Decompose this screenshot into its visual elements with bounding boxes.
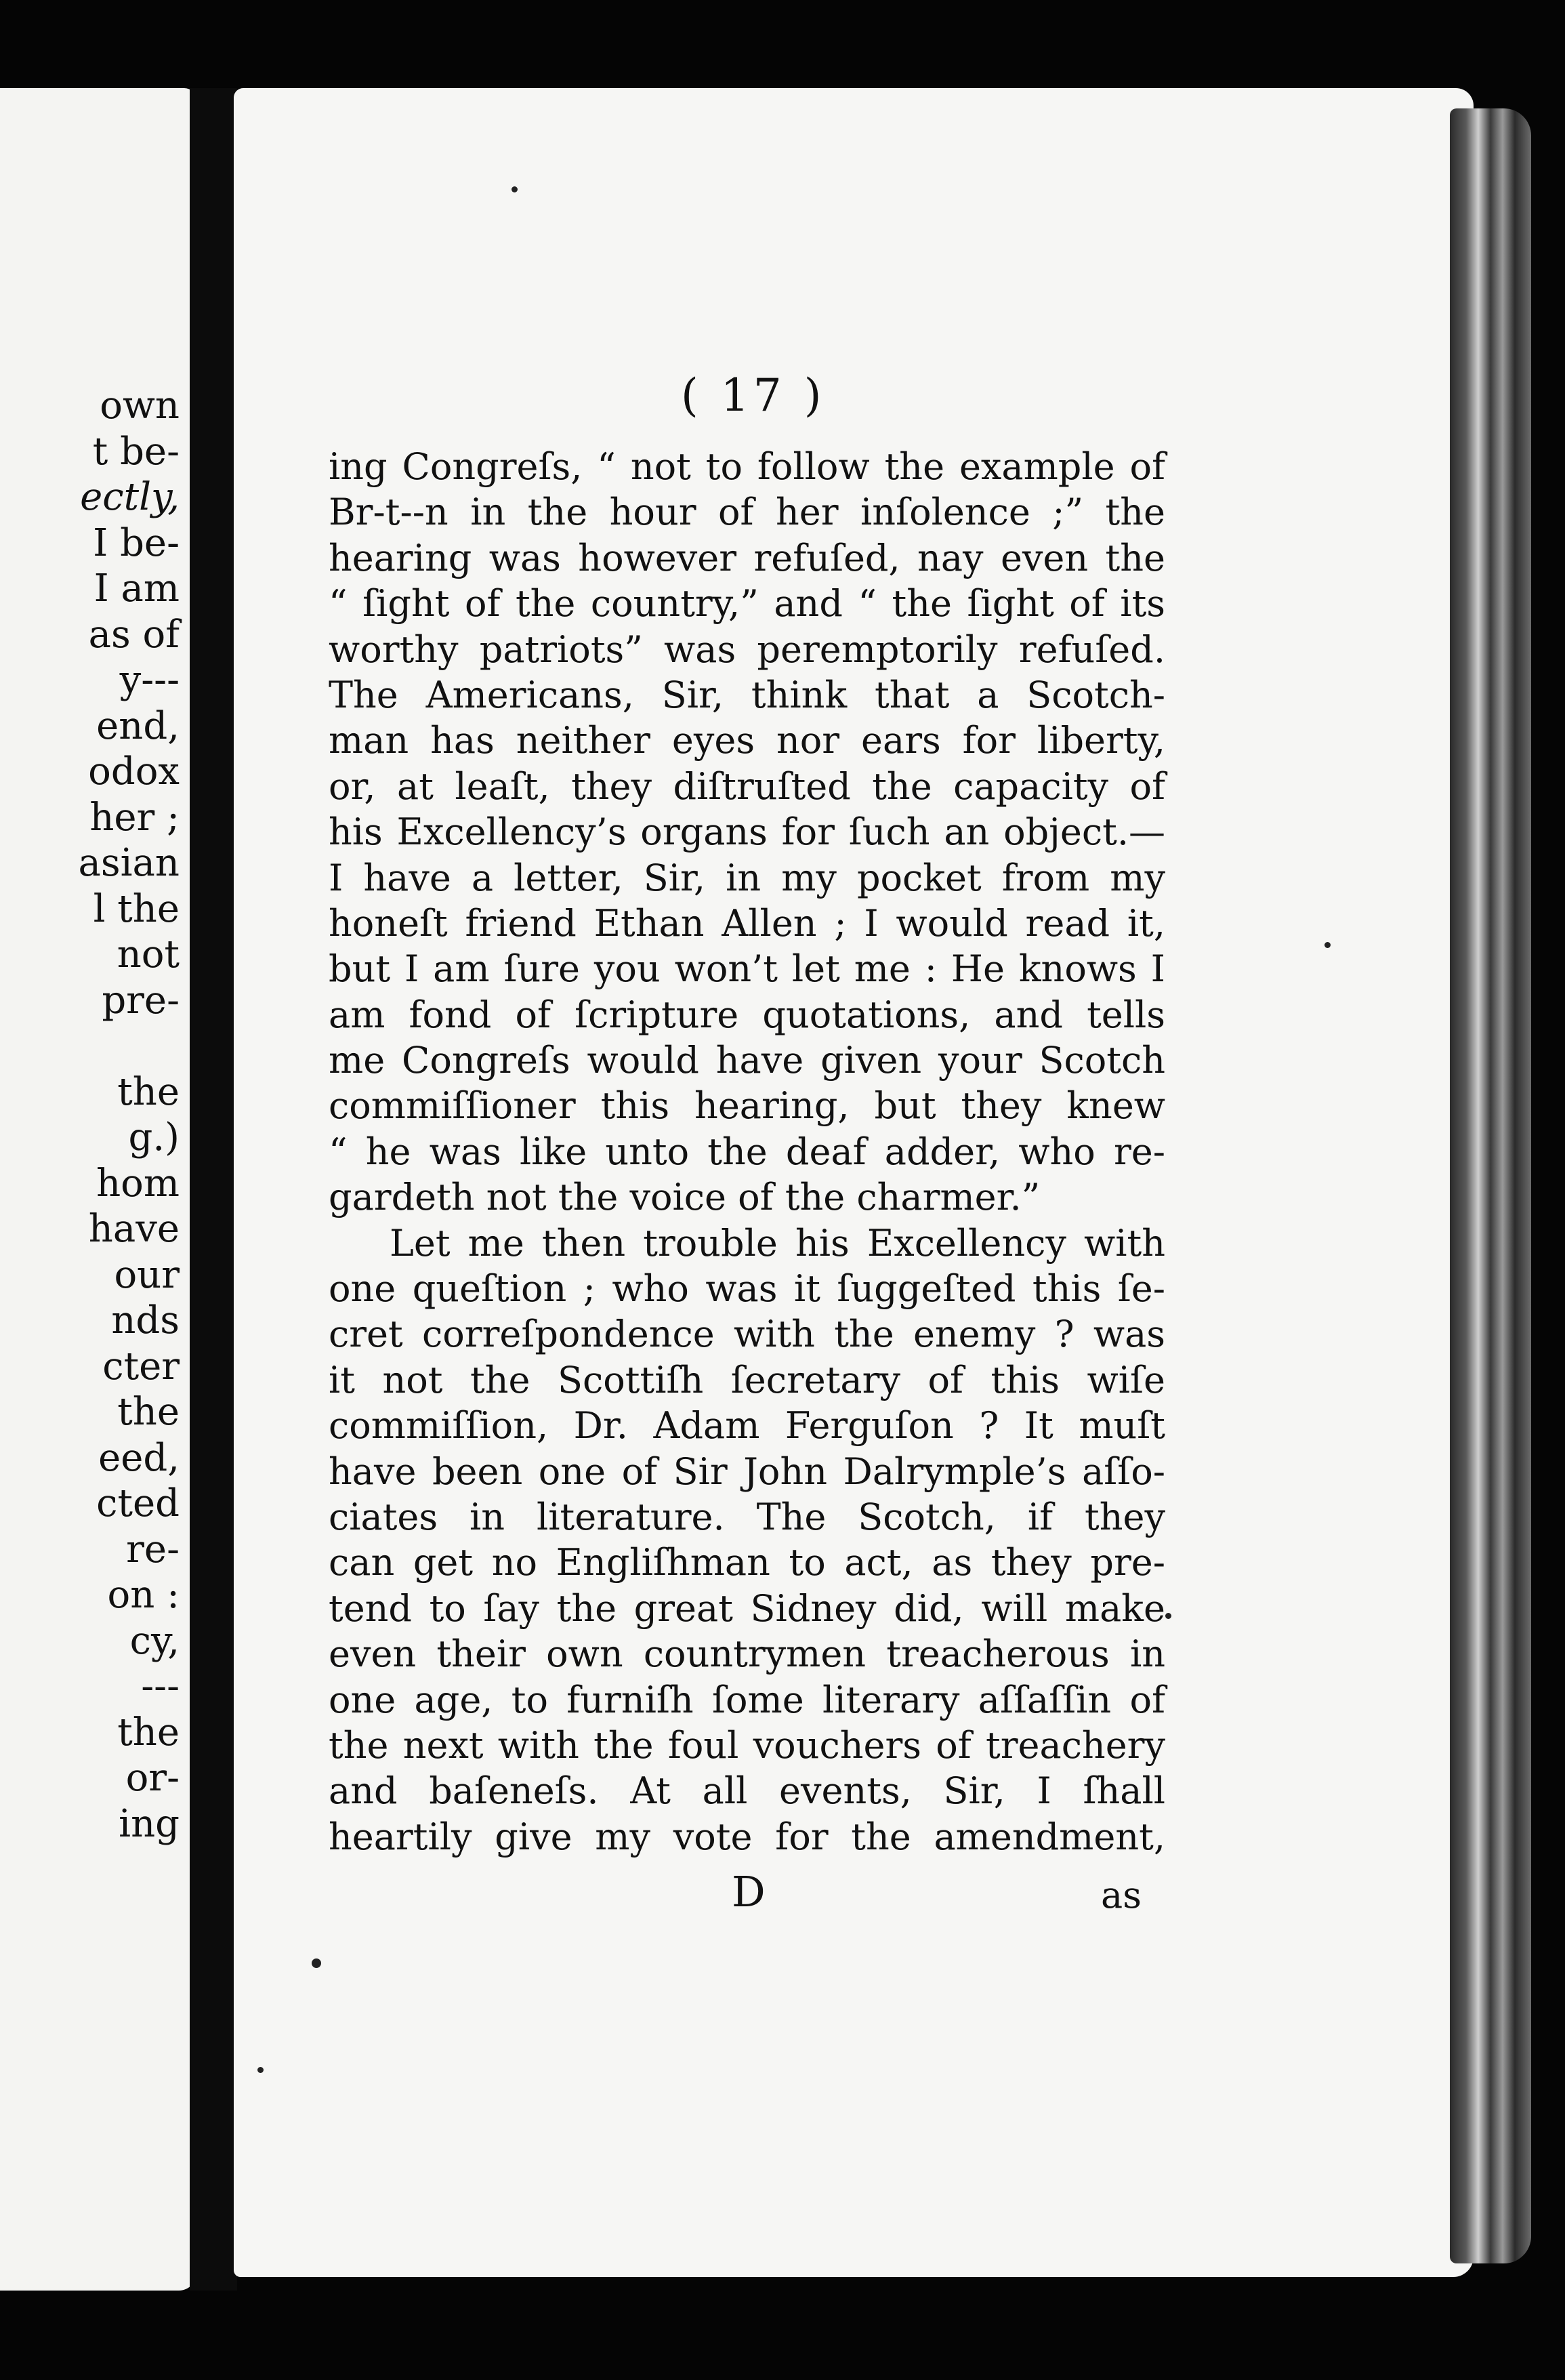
- left-fragment-line: the: [117, 1390, 180, 1434]
- left-fragment-line: end,: [96, 703, 180, 748]
- left-fragment-line: eed,: [98, 1435, 180, 1480]
- left-fragment-line: not: [117, 932, 180, 977]
- text-line: can get no Engliſhman to act, as they pre-: [329, 1541, 1165, 1584]
- left-fragment-line: cted: [96, 1481, 180, 1525]
- left-fragment-line: pre-: [102, 978, 180, 1023]
- left-fragment-line: y---: [119, 658, 180, 702]
- page-body: [329, 444, 1165, 1860]
- text-line: tend to ſay the great Sidney did, will make: [329, 1586, 1165, 1630]
- text-line: it not the Scottiſh ſecretary of this wiſe: [329, 1358, 1165, 1401]
- left-fragment-line: t be-: [92, 429, 180, 474]
- text-line: heartily give my vote for the amendment,: [329, 1815, 1165, 1858]
- left-fragment-line: g.): [128, 1115, 180, 1160]
- left-fragment-line: her ;: [89, 795, 180, 840]
- text-line: “ ſight of the country,” and “ the ſight of its: [329, 582, 1165, 625]
- text-line: ciates in literature. The Scotch, if they: [329, 1495, 1165, 1538]
- page-number: ( 17 ): [681, 369, 826, 422]
- paper-speck: [1165, 1613, 1171, 1619]
- text-line: hearing was however refuſed, nay even the: [329, 536, 1165, 579]
- text-line: commiſſioner this hearing, but they knew: [329, 1084, 1165, 1128]
- left-fragment-line: I be-: [93, 520, 180, 565]
- text-line: “ he was like unto the deaf adder, who re-: [329, 1130, 1165, 1173]
- text-line: me Congreſs would have given your Scotch: [329, 1039, 1165, 1082]
- paper-speck: [257, 2067, 264, 2073]
- text-line: and baſeneſs. At all events, Sir, I ſhall: [329, 1769, 1165, 1813]
- left-fragment-line: ectly,: [80, 475, 180, 519]
- text-line: his Excellency’s organs for ſuch an object.—: [329, 811, 1165, 854]
- left-fragment-line: [0, 1023, 180, 1069]
- paper-speck: [1324, 942, 1331, 948]
- book-gutter: [190, 88, 237, 2291]
- text-line: even their own countrymen treacherous in: [329, 1633, 1165, 1676]
- signature-mark: D: [732, 1867, 766, 1916]
- text-line: Let me then trouble his Excellency with: [390, 1221, 1165, 1265]
- catchword: as: [1101, 1874, 1142, 1916]
- text-line: worthy patriots” was peremptorily refuſed.: [329, 628, 1165, 671]
- text-line: have been one of Sir John Dalrymple’s aſſo-: [329, 1450, 1165, 1493]
- text-line: Br-t--n in the hour of her inſolence ;” the: [329, 491, 1165, 534]
- text-line: honeſt friend Ethan Allen ; I would read it,: [329, 901, 1165, 945]
- left-fragment-line: the: [117, 1069, 180, 1114]
- left-fragment-line: or-: [125, 1756, 180, 1800]
- text-line: I have a letter, Sir, in my pocket from my: [329, 856, 1165, 899]
- paper-speck: [312, 1958, 321, 1968]
- left-fragment-line: re-: [126, 1527, 180, 1572]
- left-fragment-line: odox: [88, 750, 180, 794]
- left-fragment-line: our: [114, 1252, 180, 1297]
- left-fragment-line: asian: [78, 841, 180, 885]
- left-fragment-line: own: [100, 384, 180, 428]
- left-fragment-line: have: [88, 1207, 180, 1251]
- left-fragment-line: on :: [107, 1573, 180, 1617]
- text-line: gardeth not the voice of the charmer.”: [329, 1176, 1041, 1219]
- text-line: man has neither eyes nor ears for liberty,: [329, 719, 1165, 762]
- left-fragment-line: cy,: [129, 1618, 180, 1663]
- left-fragment-line: as of: [88, 612, 180, 657]
- text-line: The Americans, Sir, think that a Scotch-: [329, 673, 1165, 716]
- paper-speck: [512, 186, 518, 192]
- left-fragment-line: I am: [93, 567, 180, 611]
- left-fragment-line: hom: [96, 1161, 180, 1206]
- left-fragment-line: ing: [119, 1801, 180, 1846]
- text-line: or, at leaſt, they diſtruſted the capacity of: [329, 764, 1165, 808]
- text-line: the next with the foul vouchers of treachery: [329, 1723, 1165, 1767]
- left-page-fragments: [0, 383, 180, 1847]
- left-fragment-line: nds: [111, 1298, 180, 1342]
- left-fragment-line: ---: [141, 1664, 180, 1708]
- left-fragment-line: cter: [102, 1344, 180, 1389]
- text-line: one age, to furniſh ſome literary aſſaſſin of: [329, 1678, 1165, 1721]
- text-line: cret correſpondence with the enemy ? was: [329, 1313, 1165, 1356]
- text-line: ing Congreſs, “ not to follow the example of: [329, 445, 1165, 488]
- text-line: am fond of ſcripture quotations, and tells: [329, 993, 1165, 1036]
- text-line: but I am ſure you won’t let me : He knows I: [329, 947, 1165, 991]
- text-line: one queſtion ; who was it ſuggeſted this ſe-: [329, 1267, 1165, 1311]
- left-fragment-line: the: [117, 1710, 180, 1755]
- page-edges: [1450, 108, 1531, 2263]
- text-line: commiſſion, Dr. Adam Ferguſon ? It muſt: [329, 1404, 1165, 1448]
- left-fragment-line: l the: [93, 886, 180, 931]
